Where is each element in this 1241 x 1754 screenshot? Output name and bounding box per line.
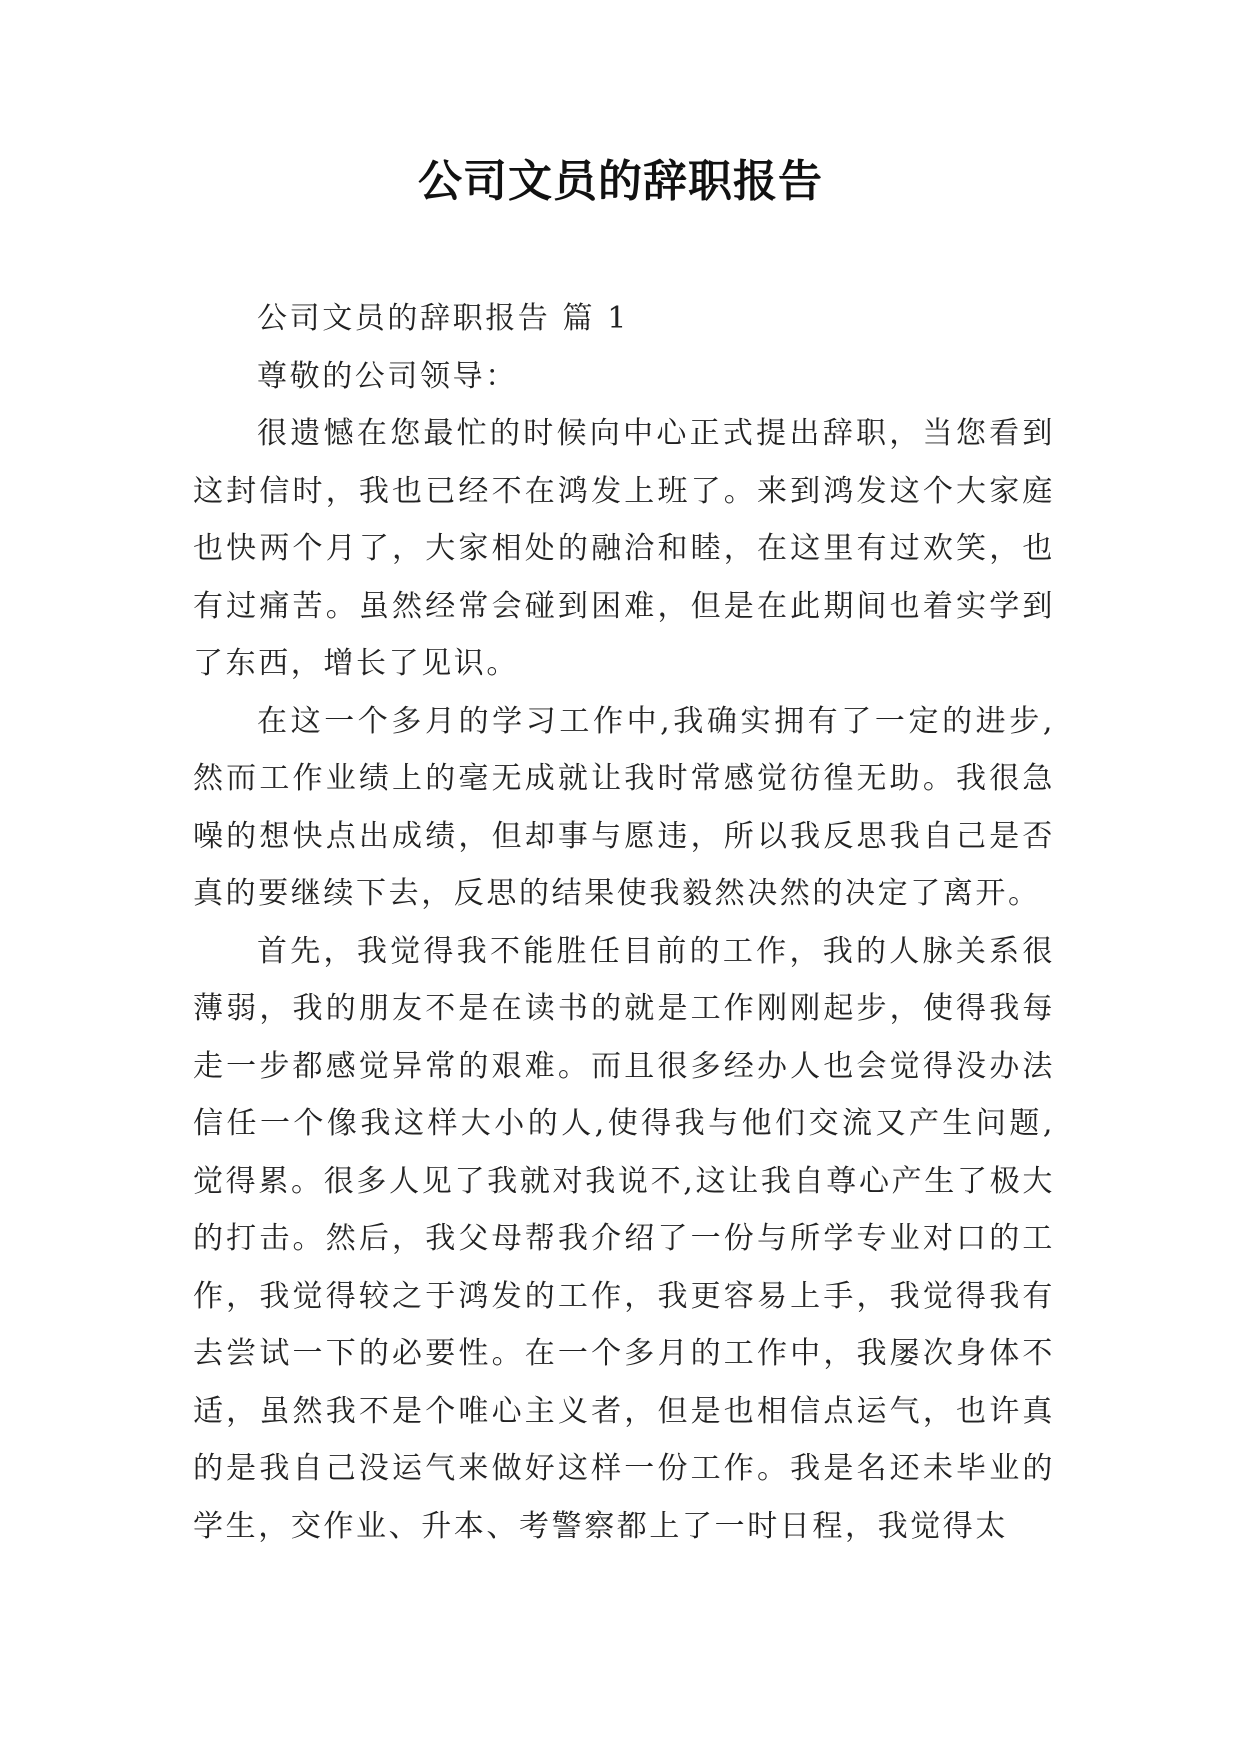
section-heading: 公司文员的辞职报告 篇 1 — [257, 301, 629, 336]
document-title: 公司文员的辞职报告 — [418, 156, 823, 207]
body-paragraph: 在这一个多月的学习工作中,我确实拥有了一定的进步,然而工作业绩上的毫无成就让我时常感觉彷徨无助。我很急噪的想快点出成绩，但却事与愿违，所以我反思我自己是否真的要继续下去，反思的结果使我毅然决然的决定了离开。 — [193, 703, 1055, 911]
body-paragraph: 很遗憾在您最忙的时候向中心正式提出辞职，当您看到这封信时，我也已经不在鸿发上班了。来到鸿发这个大家庭也快两个月了，大家相处的融洽和睦，在这里有过欢笑，也有过痛苦。虽然经常会碰到困难，但是在此期间也着实学到了东西，增长了见识。 — [193, 416, 1055, 681]
body-paragraph: 首先，我觉得我不能胜任目前的工作，我的人脉关系很薄弱，我的朋友不是在读书的就是工作刚刚起步，使得我每走一步都感觉异常的艰难。而且很多经办人也会觉得没办法信任一个像我这样大小的人,使得我与他们交流又产生问题,觉得累。很多人见了我就对我说不,这让我自尊心产生了极大的打击。然后，我父母帮我介绍了一份与所学专业对口的工作，我觉得较之于鸿发的工作，我更容易上手，我觉得我有去尝试一下的必要性。在一个多月的工作中，我屡次身体不适，虽然我不是个唯心主义者，但是也相信点运气，也许真的是我自己没运气来做好这样一份工作。我是名还未毕业的学生，交作业、升本、考警察都上了一时日程，我觉得太 — [193, 933, 1055, 1544]
document-body — [193, 290, 1055, 1555]
salutation: 尊敬的公司领导： — [257, 358, 518, 394]
